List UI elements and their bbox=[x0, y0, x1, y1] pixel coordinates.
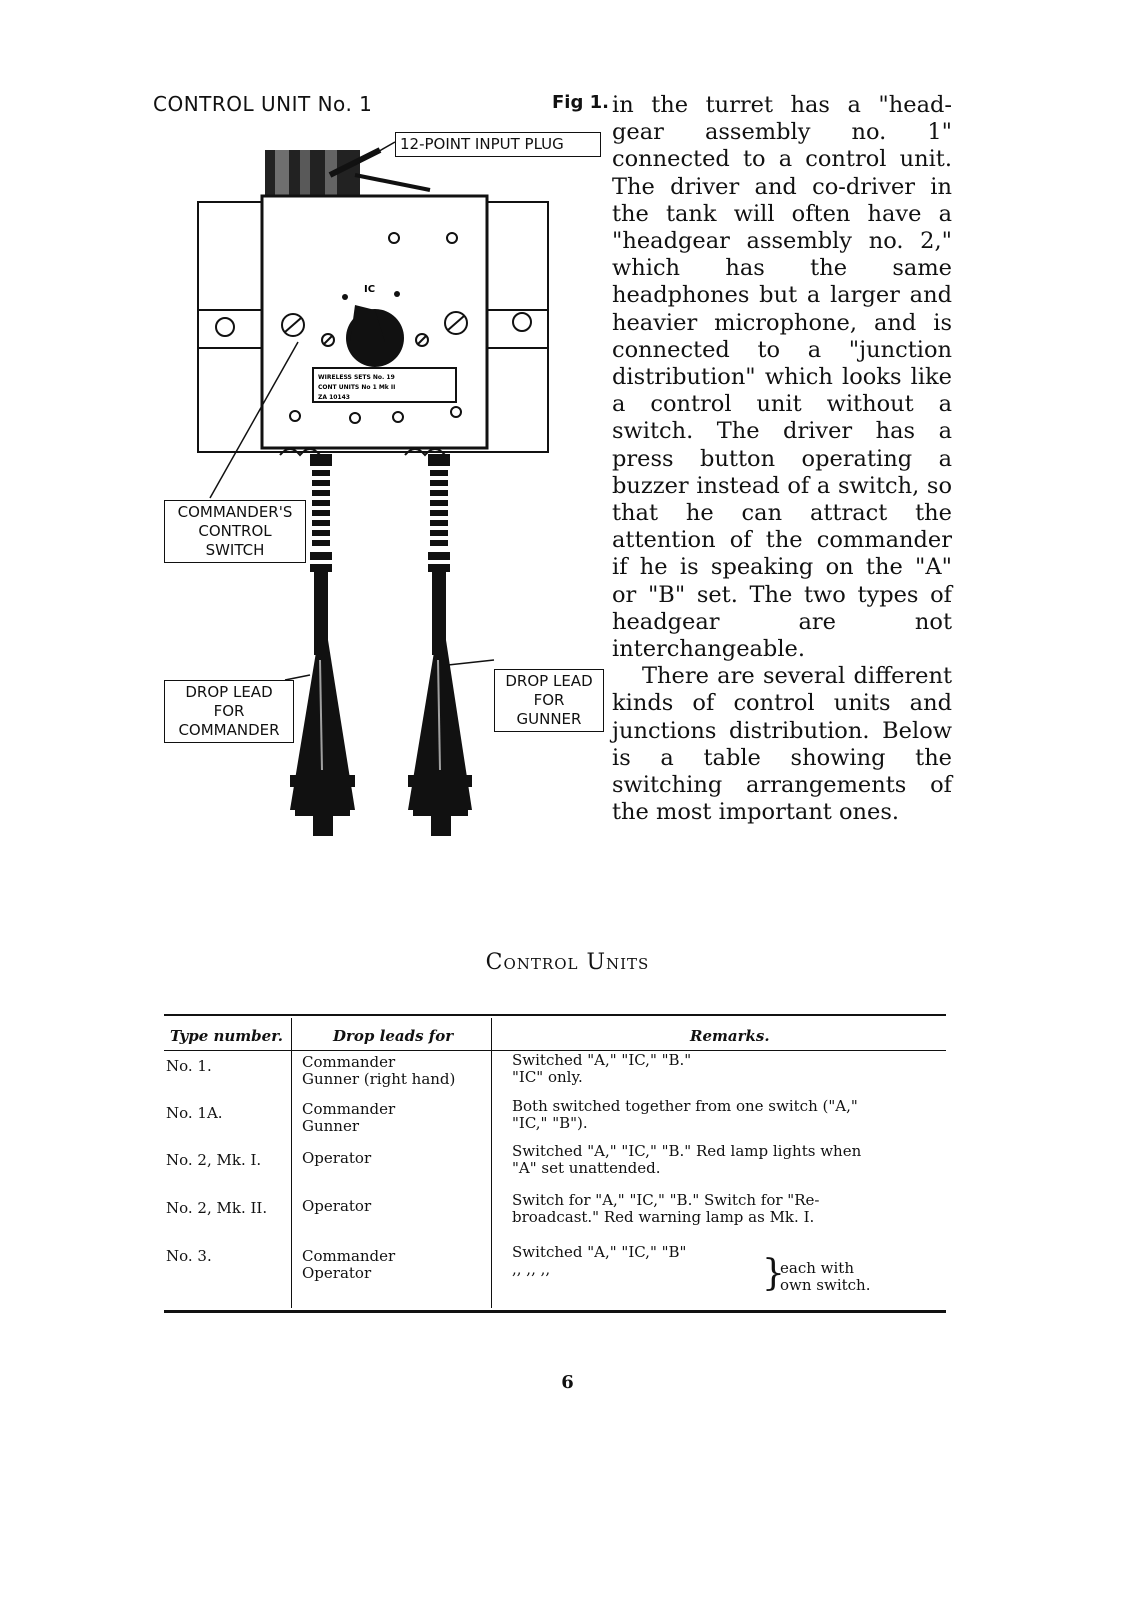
row-5-type: No. 3. bbox=[166, 1247, 212, 1265]
row-3-type: No. 2, Mk. I. bbox=[166, 1151, 262, 1169]
row-1-drop: Commander Gunner (right hand) bbox=[302, 1053, 456, 1088]
row-4-type: No. 2, Mk. II. bbox=[166, 1199, 268, 1217]
table-title: Control Units bbox=[485, 950, 650, 975]
page-number: 6 bbox=[561, 1372, 574, 1393]
header-type-number: Type number. bbox=[170, 1027, 283, 1045]
header-drop-leads: Drop leads for bbox=[333, 1027, 454, 1045]
header-remarks: Remarks. bbox=[690, 1027, 770, 1045]
table-column-rule bbox=[291, 1018, 292, 1308]
row-2-type: No. 1A. bbox=[166, 1104, 223, 1122]
input-plug bbox=[265, 150, 430, 200]
row-4-remarks: Switch for "A," "IC," "B." Switch for "Re- broadcast." Red warning lamp as Mk. I. bbox=[512, 1191, 820, 1226]
row-1-remarks: Switched "A," "IC," "B." "IC" only. bbox=[512, 1051, 692, 1086]
figure-caption: CONTROL UNIT No. 1 bbox=[153, 92, 373, 116]
row-1-type: No. 1. bbox=[166, 1057, 212, 1075]
row-5-remarks: Switched "A," "IC," "B" ,, ,, ,, bbox=[512, 1243, 687, 1278]
plate-line-1: WIRELESS SETS No. 19 bbox=[318, 374, 395, 381]
drop-lead-cones bbox=[290, 640, 472, 836]
paragraph: There are several different kinds of control units and junctions distribution. Below is a table showing the switching arrangements of the most important ones. bbox=[612, 663, 952, 826]
row-5-note: each with own switch. bbox=[780, 1259, 871, 1294]
plate-line-2: CONT UNITS No 1 Mk II bbox=[318, 384, 396, 391]
row-4-drop: Operator bbox=[302, 1197, 372, 1215]
table-rule-top bbox=[164, 1014, 946, 1016]
body-text bbox=[612, 92, 952, 826]
drop-gun-leader-line bbox=[448, 660, 494, 665]
control-unit-body bbox=[262, 196, 487, 455]
callout-input-plug: 12-POINT INPUT PLUG bbox=[395, 132, 601, 157]
callout-commanders-switch: COMMANDER'S CONTROL SWITCH bbox=[164, 500, 306, 563]
plug-leader-line bbox=[355, 142, 395, 165]
table-column-rule bbox=[491, 1018, 492, 1308]
figure-label: Fig 1. bbox=[552, 92, 609, 113]
row-3-remarks: Switched "A," "IC," "B." Red lamp lights when "A" set unattended. bbox=[512, 1142, 862, 1177]
table-rule-bottom bbox=[164, 1310, 946, 1313]
plate-line-3: ZA 10143 bbox=[318, 394, 350, 401]
brace-symbol: } bbox=[762, 1253, 785, 1294]
dial-label: IC bbox=[364, 284, 376, 295]
row-2-drop: Commander Gunner bbox=[302, 1100, 396, 1135]
callout-drop-lead-commander: DROP LEAD FOR COMMANDER bbox=[164, 680, 294, 743]
cable-springs bbox=[310, 454, 450, 655]
row-5-drop: Commander Operator bbox=[302, 1247, 396, 1282]
row-2-remarks: Both switched together from one switch ("A," "IC," "B"). bbox=[512, 1097, 858, 1132]
paragraph: in the turret has a "head-gear assembly no. 1" connected to a control unit. The driver and co-driver in the tank will often have a "headgear assembly no. 2," which has the same headphones but a larger and heavier microphone, and is connected to a "junction distribution" which looks like a control unit without a switch. The driver has a press button operating a buzzer instead of a switch, so that he can attract the attention of the commander if he is speaking on the "A" or "B" set. The two types of headgear are not interchangeable. bbox=[612, 92, 952, 663]
callout-drop-lead-gunner: DROP LEAD FOR GUNNER bbox=[494, 669, 604, 732]
row-3-drop: Operator bbox=[302, 1149, 372, 1167]
